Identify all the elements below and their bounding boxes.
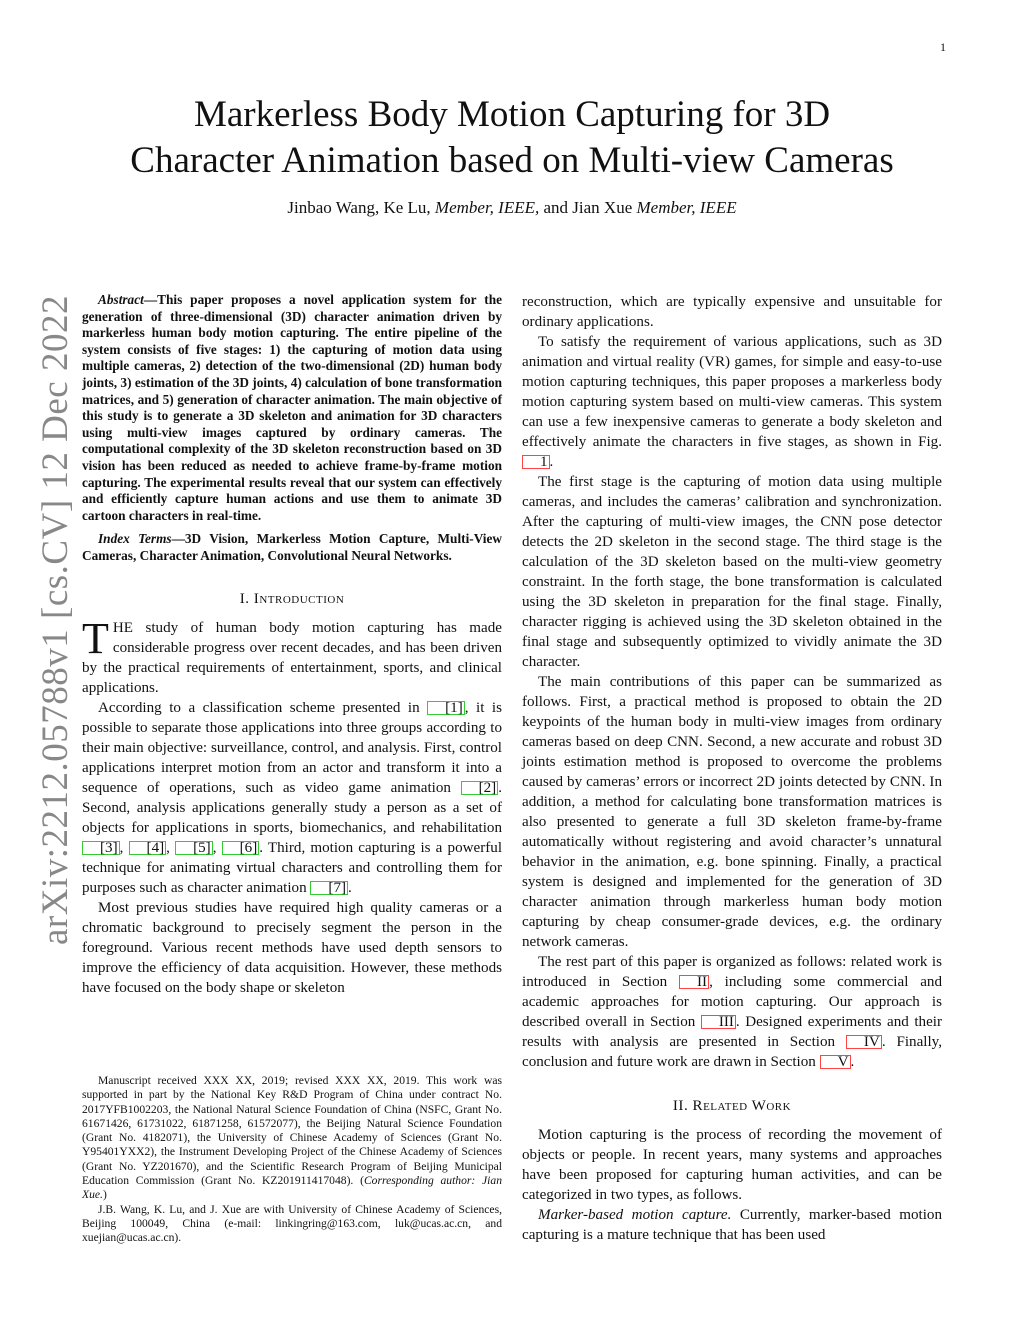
footnote-funding-close: ): [102, 1188, 107, 1202]
citation-link-5[interactable]: [5]: [175, 841, 213, 855]
right-paragraph-0: reconstruction, which are typically expensive and unsuitable for ordinary applications.: [522, 294, 942, 330]
section-heading-introduction: I. Introduction: [239, 590, 345, 607]
right-p4-text-b: , including some commercial and academic approaches for motion capturing. Our approach is described overall in Section: [522, 974, 942, 1030]
corresponding-author-note: Corresponding author: Jian Xue.: [82, 1174, 502, 1202]
citation-link-4[interactable]: [4]: [129, 841, 167, 855]
intro-p2-text-d: . Third, motion capturing is a powerful technique for animating virtual characters and controlling them for purposes such as character animation: [82, 839, 503, 896]
page-number: 1: [940, 40, 946, 54]
section-link-4[interactable]: IV: [846, 1035, 882, 1049]
related-paragraph-1: Motion capturing is the process of recording the movement of objects or people. In recent years, many systems and approaches have been proposed for capturing human activities, and can be categorized in two types, as follows.: [522, 1127, 942, 1203]
intro-p2-text-b: , it is possible to separate those applications into three groups according to their main objective: surveillance, control, and analysis. First, control applications interpret motion from an actor and transform it into a sequence of operations, such as video game animation: [82, 699, 503, 796]
section-link-2[interactable]: II: [679, 975, 709, 989]
right-p4-text-a: The rest part of this paper is organized as follows: related work is introduced in Section: [522, 954, 942, 990]
footnote-funding: [82, 1074, 502, 1203]
author-role-1: Member, IEEE,: [434, 198, 540, 217]
citation-link-3[interactable]: [3]: [82, 841, 120, 855]
figure-link-1[interactable]: 1: [522, 455, 550, 469]
right-paragraph-3: The main contributions of this paper can be summarized as follows. First, a practical method is proposed to obtain the 2D keypoints of the human body in multi-view images from ordinary cameras based on deep CNN. Second, a new accurate and robust 3D joints estimation method is proposed to overcome the problems caused by cameras’ errors or incorrect 2D joints detected by CNN. In addition, a method for calculating bone transformation matrices is also presented to generate a full 3D skeleton frame-by-frame automatically without registering and avoid character’s unnatural behavior in the animation, e.g. bone spinning. Finally, a practical system is designed and implemented for the generation of 3D character animation through markerless human body motion capturing by cheap consumer-grade devices, e.g. the ordinary network cameras.: [522, 674, 942, 950]
citation-link-2[interactable]: [2]: [461, 781, 499, 795]
footnotes: [82, 1074, 502, 1246]
related-paragraph-2: [522, 1205, 942, 1245]
right-paragraph-4: [522, 952, 942, 1072]
title-line-2: Character Animation based on Multi-view Cameras: [130, 140, 894, 181]
right-p4-text-c: . Designed experiments and their results with analysis are presented in Section: [522, 1014, 942, 1050]
intro-paragraph-2: According to a classification scheme presented in [1] , it is possible to separate those applications into three groups according to their main objective: surveillance, control, and analysis. First, control applications interpret motion from an actor and transform it into a sequence of operations, such as video game animation [2] . Second, analysis applications generally study a person as a set of objects for applications in sports, biomechanics, and rehabilitation [3] , [4] , [5] , [6] . Third, motion capturing is a powerful technique for animating virtual characters and controlling them for purposes such as character animation [7] .: [82, 699, 503, 896]
citation-link-7[interactable]: [7]: [310, 881, 348, 895]
intro-p2-text-c: . Second, analysis applications generally study a person as a set of objects for applications in sports, biomechanics, and rehabilitation: [82, 779, 502, 836]
author-list: [0, 198, 1024, 218]
index-terms-label: Index Terms: [98, 531, 172, 547]
abstract-text: —This paper proposes a novel application system for the generation of three-dimensional (3D) character animation driven by markerless human body motion capturing. The entire pipeline of the system consists of five stages: 1) the capturing of motion data using multiple cameras, 2) detection of the two-dimensional (2D) human body joints, 3) estimation of the 3D joints, 4) calculation of bone transformation matrices, and 5) generation of character animation. The main objective of this study is to generate a 3D skeleton and animation for 3D characters using multi-view images captured by ordinary cameras. The computational complexity of the 3D skeleton reconstruction based on 3D vision has been reduced as needed to achieve frame-by-frame motion capturing. The experimental results reveal that our system can effectively and efficiently capture human actions and use them to animate 3D cartoon characters in real-time.: [82, 292, 502, 523]
right-p4-text-e: .: [850, 1054, 855, 1070]
author-role-2: Member, IEEE: [636, 198, 737, 217]
right-p1-text-b: .: [549, 454, 554, 470]
arxiv-sidebar-identifier: arXiv:2212.05788v1 [cs.CV] 12 Dec 2022: [35, 295, 76, 945]
intro-paragraph-1: [82, 613, 502, 698]
title-line-1: Markerless Body Motion Capturing for 3D: [193, 94, 831, 135]
left-column: [82, 292, 502, 998]
footnote-affiliation: J.B. Wang, K. Lu, and J. Xue are with University of Chinese Academy of Sciences, Beijing 100049, China (e-mail: linkingring@163.com, luk@ucas.ac.cn, and xuejian@ucas.ac.cn).: [82, 1202, 502, 1245]
right-p4-text-d: . Finally, conclusion and future work are drawn in Section: [522, 1034, 943, 1070]
right-paragraph-2: The first stage is the capturing of motion data using multiple cameras, and includes the cameras’ calibration and synchronization. After the capturing of multi-view images, the CNN pose detector detects the 2D skeleton in the second stage. The third stage is the calculation of the 3D skeleton based on the multi-view geometry constraint. In the forth stage, the bone transformation is calculated using the 3D skeleton in preparation for the final stage. Finally, character rigging is achieved using the 3D skeleton obtained in the final stage and subsequently optimized to vividly animate the 3D character.: [522, 474, 942, 670]
related-p2-text: Currently, marker-based motion capturing is a mature technique that has been used: [522, 1207, 942, 1243]
citation-link-6[interactable]: [6]: [222, 841, 260, 855]
intro-p2-text-e: .: [348, 879, 352, 896]
right-p1-text-a: To satisfy the requirement of various applications, such as 3D animation and virtual reality (VR) games, for simple and easy-to-use motion capturing techniques, this paper proposes a markerless body motion capturing system based on multi-view cameras. This system can use a few inexpensive cameras to generate a body skeleton and effectively animate the characters in five stages, as shown in Fig.: [522, 334, 942, 450]
abstract: [82, 292, 502, 524]
right-column: [522, 292, 942, 1245]
index-terms-text: —3D Vision, Markerless Motion Capture, Multi-View Cameras, Character Animation, Convolutional Neural Networks.: [82, 531, 502, 563]
section-link-5[interactable]: V: [820, 1055, 851, 1069]
abstract-label: Abstract: [98, 292, 144, 307]
footnote-funding-text: Manuscript received XXX XX, 2019; revised XXX XX, 2019. This work was supported in part by the National Key R&D Program of China under contract No. 2017YFB1002203, the National Natural Science Foundation of China (NSFC, Grant No. 61671426, 61731022, 61871258, 61572077), the Beijing Natural Science Foundation (Grant No. 4182071), the University of Chinese Academy of Sciences (Grant No. Y95401YXX2), the Instrument Developing Project of the Chinese Academy of Sciences (Grant No. YZ201670), and the Scientific Research Program of Beijing Municipal Education Commission (Grant No. KZ201911417048). (: [82, 1074, 502, 1188]
section-heading-related-work: II. Related Work: [672, 1098, 792, 1114]
right-paragraph-1: [522, 332, 942, 472]
intro-paragraph-3: Most previous studies have required high quality cameras or a chromatic background to precisely segment the person in the foreground. Various recent methods have used depth sensors to improve the efficiency of data acquisition. However, these methods have focused on the body shape or skeleton: [82, 899, 502, 996]
intro-p1-text: HE study of human body motion capturing has made considerable progress over recent decades, and has been driven by the practical requirements of entertainment, sports, and clinical applications.: [82, 619, 502, 696]
author-names-2: and Jian Xue: [543, 198, 633, 217]
intro-p2-text-a: According to a classification scheme presented in: [98, 699, 428, 716]
author-names-1: Jinbao Wang, Ke Lu,: [287, 198, 431, 217]
section-link-3[interactable]: III: [701, 1015, 736, 1029]
marker-based-label: Marker-based motion capture.: [538, 1207, 732, 1223]
index-terms: [82, 531, 502, 564]
citation-link-1[interactable]: [1]: [427, 701, 465, 715]
drop-cap: T: [82, 613, 109, 663]
paper-title: [0, 92, 1024, 184]
